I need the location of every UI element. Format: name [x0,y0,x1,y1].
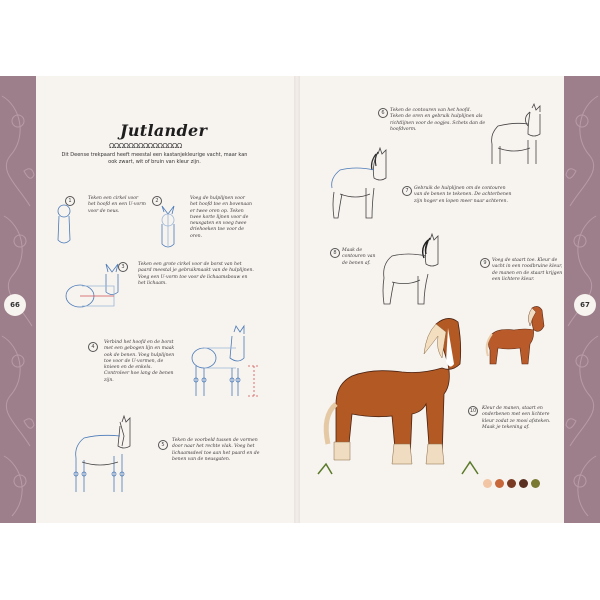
step-8-number: 8 [330,248,340,258]
step-3-text: Teken een grote cirkel voor de borst van het paard meestal je gebruikmaakt van de hulplijnen. Voeg een U-vorm toe voor de lichaamsbouw en het lichaam. [138,262,254,286]
step-7-text: Gebruik de hulplijnen om de contouren van de benen te tekenen. De achterbenen zijn hoger en lopen meer naar achteren. [414,186,512,204]
palette-swatch [519,479,528,488]
palette-swatch [531,479,540,488]
step-7-number: 7 [402,186,412,196]
step-6-text: Teken de contouren van het hoofd. Teken de oren en gebruik hulplijnen als richtlijnen voor de oogjes. Schets dan de hoofdvorm. [390,108,486,132]
step-5-drawing [70,416,146,500]
palette-swatch [507,479,516,488]
book-spread [0,76,600,523]
step-2-drawing [150,206,185,256]
step-1-text: Teken een cirkel voor het hoofd en een U-vorm voor de neus. [88,196,146,214]
step-4-drawing [186,322,266,402]
step-4-number: 4 [88,342,98,352]
book-gutter [294,76,300,523]
horseshoe-divider: ΩΩΩΩΩΩΩΩΩΩΩΩΩΩΩ [109,142,182,150]
step-5-text: Teken de voorbeld tussen de vormen door naar het rechte vlak. Voeg het lichaamsdeel toe aan het paard en de benen van de neusgaten. [172,438,260,462]
right-page-number: 67 [574,294,596,316]
intro-text: Dit Deense trekpaard heeft meestal een kastanjekleurige vacht, maar kan ook zwart, wit of bruin van kleur zijn. [61,152,248,165]
step-3-drawing [62,262,126,312]
step-7-drawing [326,148,400,224]
step-8-text: Maak de contouren van de benen af. [342,248,376,266]
step-1-drawing [50,202,80,252]
left-page-number: 66 [4,294,26,316]
step-10-text: Kleur de manen, staart en onderbenen met een lichtere kleur zodat ze mooi afsteken. Maak je tekening af. [482,406,551,430]
step-5-number: 5 [158,440,168,450]
step-9-drawing [484,304,556,368]
step-6-number: 6 [378,108,388,118]
final-horse-illustration [312,304,494,484]
page-title: Jutlander [120,121,208,140]
step-8-drawing [378,234,448,310]
step-2-text: Voeg de hulplijnen voor het hoofd toe en bovenaan er twee oren op. Teken twee korte lijnen voor de neusgaten en voeg twee driehoeken toe voor de oren. [190,196,252,239]
palette-swatch [483,479,492,488]
step-2-number: 2 [152,196,162,206]
step-10-number: 10 [469,408,477,414]
step-6-drawing [488,104,552,166]
step-1-number: 1 [65,196,75,206]
step-9-text: Voeg de staart toe. Kleur de vacht in een roodbruine kleur, de manen en de staart krijgen een lichtere kleur. [492,258,563,282]
step-3-number: 3 [118,262,128,272]
palette-swatch [495,479,504,488]
step-9-number: 9 [480,258,490,268]
step-4-text: Verbind het hoofd en de borst met een gebogen lijn en maak ook de benen. Voeg hulplijnen toe voor de U-vormen, de knieen en de enkels. Controleer hoe lang de benen zijn. [104,340,175,383]
